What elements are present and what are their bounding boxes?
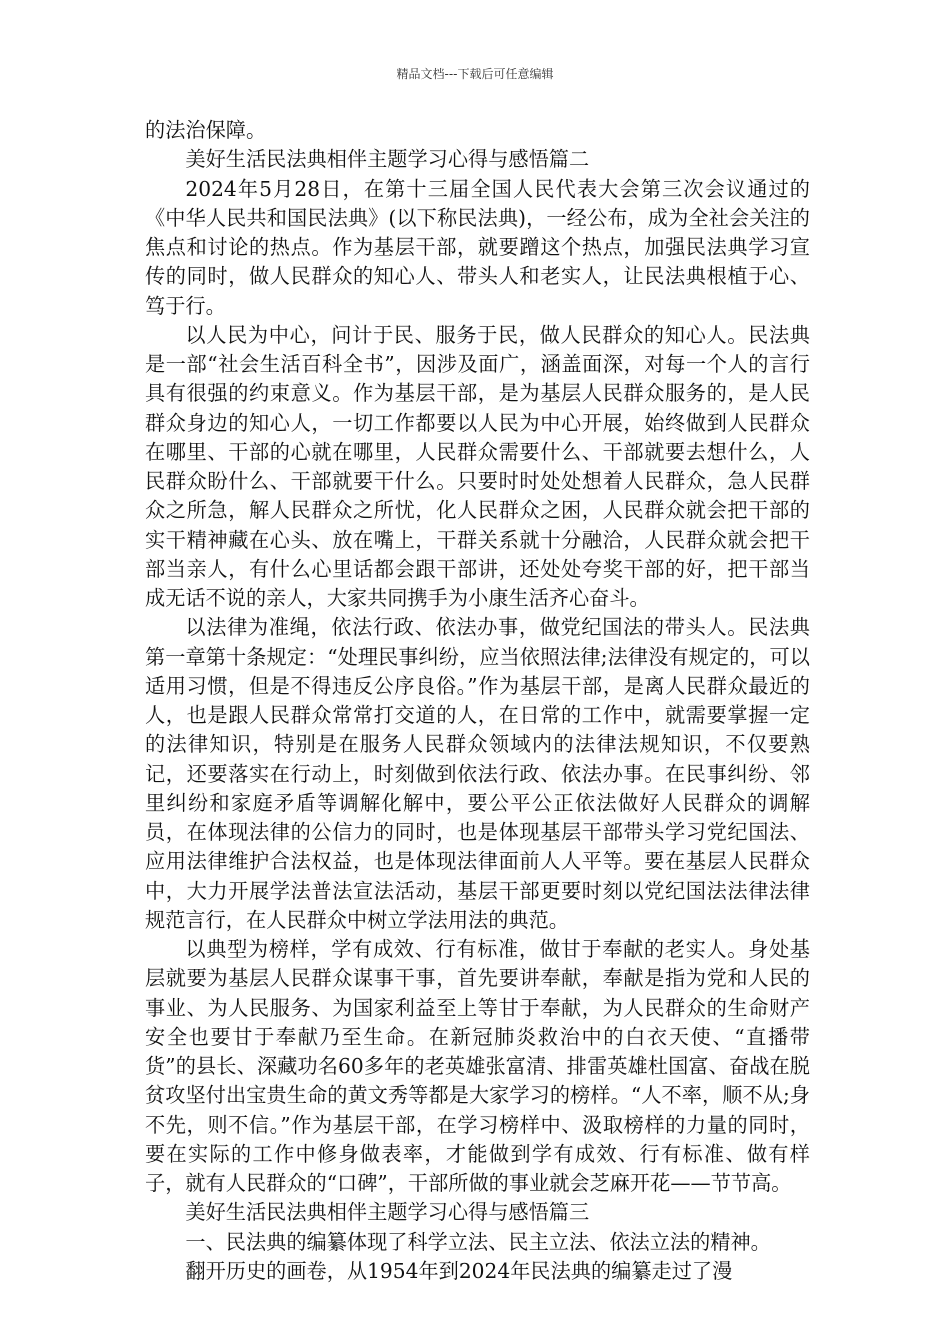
- page-header: 精品文档---下载后可任意编辑: [396, 67, 554, 81]
- section-heading: 美好生活民法典相伴主题学习心得与感悟篇二: [185, 147, 590, 172]
- paragraph: 以典型为榜样，学有成效、行有标准，做甘于奉献的老实人。身处基层就要为基层人民群众谋事干事，首先要讲奉献，奉献是指为党和人民的事业、为人民服务、为国家利益至上等甘于奉献，为人民群众的生命财产安全也要甘于奉献乃至生命。在新冠肺炎救治中的白衣天使、“直播带货”的县长、深藏功名60多年的老英雄张富清、排雷英雄杜国富、奋战在脱贫攻坚付出宝贵生命的黄文秀等都是大家学习的榜样。“人不率，顺不从;身不先，则不信。”作为基层干部，在学习榜样中、汲取榜样的力量的同时，要在实际的工作中修身做表率，才能做到学有成效、行有标准、做有样子，就有人民群众的“口碑”，干部所做的事业就会芝麻开花——节节高。: [145, 937, 810, 1195]
- document-body: [145, 116, 810, 1286]
- paragraph: 2024年5月28日，在第十三届全国人民代表大会第三次会议通过的《中华人民共和国民法典》(以下称民法典)，一经公布，成为全社会关注的焦点和讨论的热点。作为基层干部，就要蹭这个热点，加强民法典学习宣传的同时，做人民群众的知心人、带头人和老实人，让民法典根植于心、笃于行。: [145, 176, 810, 318]
- paragraph: 翻开历史的画卷，从1954年到2024年民法典的编纂走过了漫: [185, 1258, 733, 1283]
- paragraph: 一、民法典的编纂体现了科学立法、民主立法、依法立法的精神。: [185, 1229, 771, 1254]
- paragraph: 以法律为准绳，依法行政、依法办事，做党纪国法的带头人。民法典第一章第十条规定：“处理民事纠纷，应当依照法律;法律没有规定的，可以适用习惯，但是不得违反公序良俗。”作为基层干部，是离人民群众最近的人，也是跟人民群众常常打交道的人，在日常的工作中，就需要掌握一定的法律知识，特别是在服务人民群众领域内的法律法规知识，不仅要熟记，还要落实在行动上，时刻做到依法行政、依法办事。在民事纠纷、邻里纠纷和家庭矛盾等调解化解中，要公平公正依法做好人民群众的调解员，在体现法律的公信力的同时，也是体现基层干部带头学习党纪国法、应用法律维护合法权益，也是体现法律面前人人平等。要在基层人民群众中，大力开展学法普法宣法活动，基层干部更要时刻以党纪国法法律法律规范言行，在人民群众中树立学法用法的典范。: [145, 615, 810, 932]
- paragraph: 以人民为中心，问计于民、服务于民，做人民群众的知心人。民法典是一部“社会生活百科全书”，因涉及面广，涵盖面深，对每一个人的言行具有很强的约束意义。作为基层干部，是为基层人民群众服务的，是人民群众身边的知心人，一切工作都要以人民为中心开展，始终做到人民群众在哪里、干部的心就在哪里，人民群众需要什么、干部就要去想什么，人民群众盼什么、干部就要干什么。只要时时处处想着人民群众，急人民群众之所急，解人民群众之所忧，化人民群众之困，人民群众就会把干部的实干精神藏在心头、放在嘴上，干群关系就十分融洽，人民群众就会把干部当亲人，有什么心里话都会跟干部讲，还处处夸奖干部的好，把干部当成无话不说的亲人，大家共同携手为小康生活齐心奋斗。: [145, 322, 810, 610]
- section-heading: 美好生活民法典相伴主题学习心得与感悟篇三: [185, 1200, 590, 1225]
- paragraph: 的法治保障。: [145, 118, 267, 142]
